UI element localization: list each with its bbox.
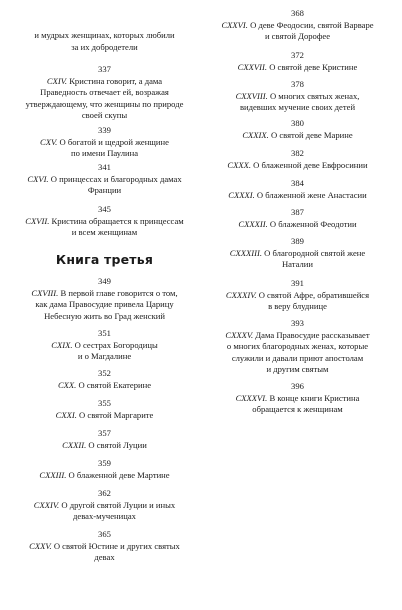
page-number: 393 — [291, 318, 304, 328]
page-number: 387 — [291, 207, 304, 217]
toc-line: О другой святой Луции и иных — [61, 499, 176, 510]
chapter-numeral: CXV. — [40, 136, 58, 147]
toc-line: О святой Екатерине — [78, 379, 152, 390]
page-number: 378 — [291, 79, 304, 89]
toc-line: своей скупы — [81, 110, 128, 121]
toc-line: О святой Маргарите — [79, 409, 154, 420]
toc-line: Праведность отвечает ей, возражая — [40, 87, 169, 98]
page-number: 391 — [291, 278, 304, 288]
page-number: 372 — [291, 50, 304, 60]
toc-entry — [12, 458, 197, 481]
page-number: 382 — [291, 148, 304, 158]
page-number: 341 — [98, 162, 111, 172]
toc-entry — [12, 162, 197, 197]
toc-line: О блаженной деве Евфросинии — [253, 159, 368, 170]
chapter-numeral: CXX. — [57, 379, 77, 390]
page-number: 384 — [291, 178, 304, 188]
toc-line: Кристина говорит, а дама — [69, 75, 163, 86]
toc-line: О деве Феодосии, святой Варваре — [250, 19, 374, 30]
toc-entry — [12, 368, 197, 391]
chapter-numeral: CXXI. — [55, 409, 77, 420]
chapter-numeral: CXVII. — [25, 215, 50, 226]
toc-entry — [205, 8, 390, 43]
toc-line: О благородной святой жене — [264, 247, 366, 258]
chapter-numeral: CXXXI. — [228, 189, 255, 200]
chapter-numeral: CXXXII. — [238, 218, 268, 229]
page-number: 351 — [98, 328, 111, 338]
page-number: 368 — [291, 8, 304, 18]
toc-line: Дама Правосудие рассказывает — [255, 329, 370, 340]
page-number: 355 — [98, 398, 111, 408]
toc-entry — [205, 207, 390, 230]
toc-entry — [205, 381, 390, 416]
chapter-numeral: CXXIX. — [242, 129, 269, 140]
toc-line: по имени Паулина — [70, 148, 139, 159]
toc-line: О блаженной жене Анастасии — [256, 189, 367, 200]
chapter-numeral: CXXVII. — [237, 61, 268, 72]
chapter-numeral: CXXVI. — [221, 19, 248, 30]
page-number: 359 — [98, 458, 111, 468]
toc-line: и о Магдалине — [77, 351, 132, 362]
toc-entry — [12, 204, 197, 239]
chapter-numeral: CXVIII. — [31, 287, 59, 298]
page-number: 357 — [98, 428, 111, 438]
toc-line: видевших мучение своих детей — [239, 102, 356, 113]
toc-line: О сестрах Богородицы — [74, 339, 158, 350]
toc-line: О блаженной деве Мартине — [68, 469, 170, 480]
toc-entry — [205, 79, 390, 114]
page-number: 339 — [98, 125, 111, 135]
toc-line: Наталии — [281, 259, 314, 270]
chapter-numeral: CXXV. — [29, 540, 52, 551]
toc-entry — [12, 64, 197, 122]
toc-line: О богатой и щедрой женщине — [59, 136, 169, 147]
page-number: 349 — [98, 276, 111, 286]
chapter-numeral: CXXXIV. — [225, 289, 257, 300]
toc-line: о многих благородных женах, которые — [226, 341, 369, 352]
page-number: 389 — [291, 236, 304, 246]
toc-line: Кристина обращается к принцессам — [51, 215, 184, 226]
toc-entry — [205, 178, 390, 201]
toc-line: О принцессах и благородных дамах — [50, 173, 182, 184]
chapter-numeral: CXXXVI. — [235, 392, 268, 403]
toc-line: обращается к женщинам — [252, 404, 343, 415]
toc-line: и мудрых женщинах, которых любили — [34, 30, 175, 40]
toc-entry — [205, 236, 390, 271]
toc-entry — [12, 488, 197, 523]
chapter-numeral: CXXVIII. — [235, 90, 268, 101]
page-number: 362 — [98, 488, 111, 498]
chapter-numeral: CXXXIII. — [229, 247, 262, 258]
toc-entry — [205, 148, 390, 171]
toc-line: девах — [94, 552, 115, 563]
toc-line: О святой Луции — [88, 439, 147, 450]
toc-line: О святой деве Кристине — [269, 61, 358, 72]
page-number: 365 — [98, 529, 111, 539]
toc-line: утверждающему, что женщины по природе — [25, 98, 184, 109]
chapter-numeral: CXXX. — [227, 159, 252, 170]
toc-entry — [205, 118, 390, 141]
toc-line: и всем женщинам — [71, 227, 138, 238]
chapter-numeral: CXIV. — [46, 75, 68, 86]
toc-line: за их добродетели — [71, 41, 138, 52]
toc-line: В конце книги Кристина — [269, 392, 360, 403]
page-number: 396 — [291, 381, 304, 391]
toc-entry — [12, 328, 197, 363]
toc-line: О святой деве Марине — [270, 129, 353, 140]
toc-line: О святой Афре, обратившейся — [258, 289, 370, 300]
toc-entry — [12, 125, 197, 160]
toc-entry — [205, 278, 390, 313]
toc-line: и святой Дорофее — [264, 31, 331, 42]
page-number: 380 — [291, 118, 304, 128]
toc-line: Небесную жить во Град женский — [44, 310, 165, 321]
toc-line: девах-мученицах — [73, 511, 136, 522]
book-heading: Книга третья — [55, 252, 154, 267]
toc-line: О святой Юстине и других святых — [53, 540, 180, 551]
toc-entry — [205, 318, 390, 376]
toc-continuation — [12, 30, 197, 53]
chapter-numeral: CXXIII. — [39, 469, 67, 480]
page-number: 345 — [98, 204, 111, 214]
chapter-numeral: CXXII. — [62, 439, 87, 450]
toc-line: О многих святых женах, — [269, 90, 360, 101]
toc-entry — [12, 428, 197, 451]
toc-line: в веру блуднице — [268, 301, 327, 312]
toc-line: О блаженной Феодотии — [269, 218, 357, 229]
toc-line: служили и давали приют апостолам — [231, 352, 364, 363]
toc-entry — [12, 276, 197, 322]
chapter-numeral: CXXXV. — [225, 329, 254, 340]
page-number: 352 — [98, 368, 111, 378]
toc-line: Франции — [87, 185, 122, 196]
toc-line: и другим святым — [266, 364, 329, 375]
toc-entry — [12, 529, 197, 564]
chapter-numeral: CXXIV. — [33, 499, 60, 510]
page-number: 337 — [98, 64, 111, 74]
toc-entry — [12, 398, 197, 421]
toc-line: В первой главе говорится о том, — [60, 287, 178, 298]
toc-entry — [205, 50, 390, 73]
chapter-numeral: CXVI. — [27, 173, 49, 184]
toc-line: как дама Правосудие привела Царицу — [35, 299, 174, 310]
chapter-numeral: CXIX. — [51, 339, 73, 350]
